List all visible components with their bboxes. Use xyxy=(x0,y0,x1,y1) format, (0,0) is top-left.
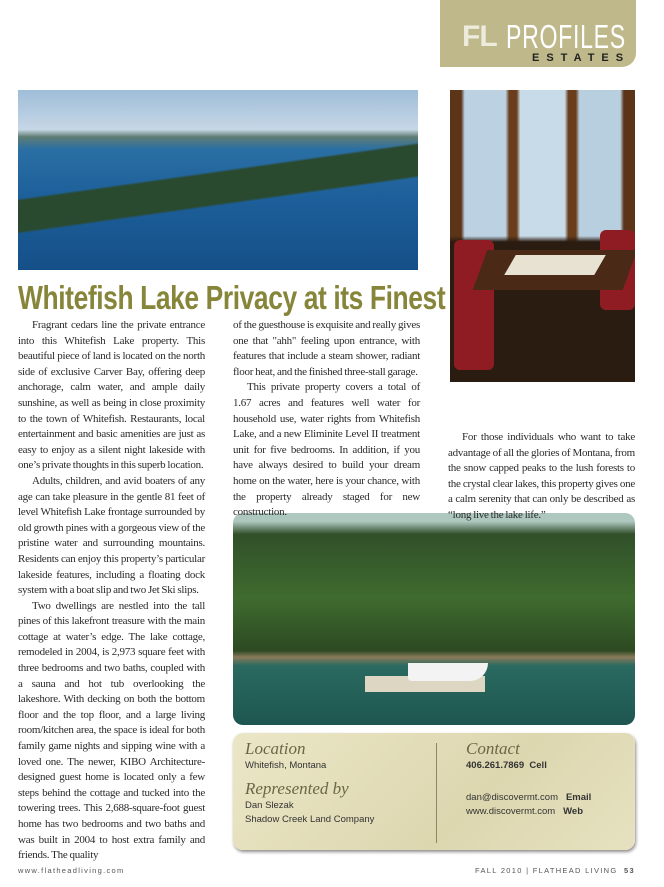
dining-room-photo xyxy=(450,90,635,382)
property-info-box xyxy=(233,733,635,850)
lake-aerial-photo xyxy=(18,90,418,270)
contact-section xyxy=(466,739,591,819)
footer-issue: FALL 2010 | FLATHEAD LIVING xyxy=(475,866,618,875)
represented-by-heading: Represented by xyxy=(245,779,349,798)
paragraph: Adults, children, and avid boaters of any age can take pleasure in the gentle 81 feet of level Whitefish Lake frontage surrounded by old growth pines with a gorgeous view of the pristine water and surrounding mountains. Residents can enjoy this property’s particular lakeside features, including a floating dock system with a boat slip and two Jet Ski slips. xyxy=(18,474,205,597)
paragraph: of the guesthouse is exquisite and really gives one that "ahh" feeling upon entrance, with features that include a steam shower, radiant floor heat, and the finished three-stall garage. xyxy=(233,319,420,378)
footer-website: www.flatheadliving.com xyxy=(18,866,125,875)
web-label: Web xyxy=(563,806,584,817)
agent-name: Dan Slezak xyxy=(245,800,294,811)
page-number: 53 xyxy=(624,866,635,875)
article-title: Whitefish Lake Privacy at its Finest xyxy=(18,279,446,316)
article-column-2 xyxy=(233,318,420,521)
contact-heading: Contact xyxy=(466,739,520,758)
paragraph: This private property covers a total of 1.67 acres and features well water for household use, water rights from Whitefish Lake, and a new Eliminite Level II treatment unit for five bedrooms. In addition, if you have always desired to build your dream home on the water, here is your chance, with the property already staged for new construction. xyxy=(233,381,420,519)
paragraph: Two dwellings are nestled into the tall pines of this lakefront treasure with the main cottage at water’s edge. The lake cottage, remodeled in 2004, is 2,973 square feet with three bedrooms and two baths, coupled with a sauna and hot tub overlooking the lakeshore. With decking on both the bottom floor and the top floor, and a large living room/kitchen area, the space is ideal for both family game nights and sipping wine with a loved one. The newer, KIBO Architecture-designed guest home is located only a few steps behind the cottage and tucked into the towering trees. This 2,688-square-foot guest home has two bedrooms and two baths and was built in 2004 to host extra family and friends. The quality xyxy=(18,599,205,862)
article-column-3 xyxy=(448,430,635,524)
phone-label: Cell xyxy=(529,760,547,771)
divider xyxy=(436,743,437,843)
website-link[interactable]: www.discovermt.com xyxy=(466,806,556,817)
paragraph: For those individuals who want to take advantage of all the glories of Montana, from the snow capped peaks to the lush forests to the crystal clear lakes, this property gives one a calm serenity that can only be described as “long live the lake life.” xyxy=(448,431,635,521)
location-value: Whitefish, Montana xyxy=(245,760,327,771)
agent-company: Shadow Creek Land Company xyxy=(245,814,375,825)
article-column-1 xyxy=(18,318,205,864)
lakeside-cottage-photo xyxy=(233,513,635,725)
phone-number: 406.261.7869 xyxy=(466,760,525,771)
email-link[interactable]: dan@discovermt.com xyxy=(466,792,559,803)
section-header-tab: FL PROFILES ESTATES xyxy=(440,0,636,67)
paragraph: Fragrant cedars line the private entrance into this Whitefish Lake property. This beautiful piece of land is located on the north side of exclusive Carver Bay, offering deep anchorage, calm water, and ample daily sunshine, as well as being in close proximity to the town of Whitefish. Restaurants, local entertainment and basic amenities are just as easy to enjoy as a silent night lakeside with one’s private thoughts in this superb location. xyxy=(18,319,205,472)
location-heading: Location xyxy=(245,739,306,758)
location-section xyxy=(245,739,374,827)
email-label: Email xyxy=(565,792,592,803)
